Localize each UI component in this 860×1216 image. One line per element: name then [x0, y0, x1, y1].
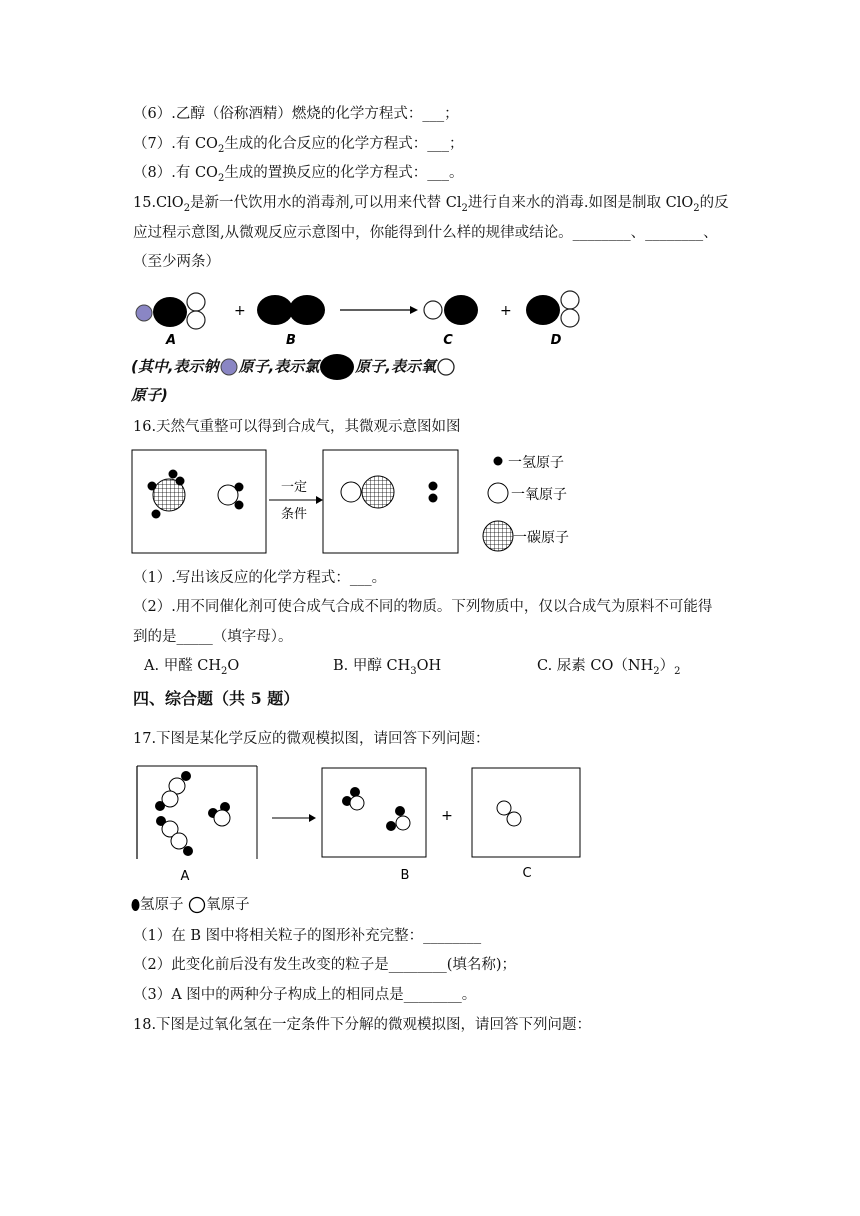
water-molecule-2 — [386, 806, 410, 831]
legend-text-2: 原子,表示氯 — [238, 357, 320, 376]
sub: 2 — [217, 143, 225, 155]
hydrogen-peroxide-1 — [155, 771, 191, 811]
legend-hydrogen: 氢原子 — [140, 897, 184, 913]
box-b — [322, 768, 426, 857]
q17-stem: 17.下图是某化学反应的微观模拟图，请回答下列问题： — [133, 731, 490, 747]
sub: 2 — [653, 665, 660, 677]
option-a-text: A. 甲醛 CH — [144, 658, 222, 674]
q14-line-7 — [133, 134, 464, 160]
option-b-tail: OH — [416, 658, 442, 674]
q16-sub-2a: （2）.用不同催化剂可使合成气合成不同的物质。下列物质中，仅以合成气为原料不可能得 — [133, 599, 713, 615]
hydrogen-atom-icon — [131, 898, 140, 912]
chlorine-atom-icon — [319, 354, 355, 380]
q15-legend — [131, 354, 456, 380]
legend-oxygen: 氧原子 — [206, 897, 250, 913]
option-a-tail: O — [227, 658, 240, 674]
q15-line-1 — [133, 193, 729, 219]
section-heading: 四、综合题（共 5 题） — [133, 689, 300, 708]
q14-line-7-a: （7）.有 CO — [133, 136, 218, 152]
option-c-text: C. 尿素 CO（NH — [537, 658, 654, 674]
sub: 2 — [221, 665, 228, 677]
molecule-c — [424, 295, 478, 325]
q16-sub-1: （1）.写出该反应的化学方程式：___。 — [133, 570, 387, 586]
plus-sign: + — [500, 303, 512, 319]
label-b: B — [400, 868, 410, 883]
condition-text-1: 一定 — [280, 480, 308, 495]
q14-line-8-b: 生成的置换反应的化学方程式：___。 — [224, 165, 464, 181]
oxygen-atom-icon — [188, 896, 206, 914]
label-a: A — [165, 333, 177, 348]
q14-line-6: （6）.乙醇（俗称酒精）燃烧的化学方程式：___； — [133, 106, 459, 122]
arrow-head — [316, 496, 323, 504]
carbon-atom-icon — [483, 521, 513, 551]
sodium-atom-icon — [219, 358, 239, 376]
arrow-head — [410, 306, 418, 314]
label-c: C — [522, 866, 532, 881]
q16-option-a — [144, 656, 239, 682]
q16-option-b — [333, 656, 441, 682]
q17-sub-2: （2）此变化前后没有发生改变的粒子是________(填名称)； — [133, 957, 517, 973]
sub: 2 — [674, 665, 681, 677]
q15-legend-end: 原子) — [131, 386, 168, 404]
reactant-box — [132, 450, 266, 553]
legend-text-1: (其中,表示钠 — [131, 357, 219, 376]
hydrogen-peroxide-3 — [208, 802, 230, 826]
oxygen-atom-icon — [488, 483, 508, 503]
molecule-b — [257, 295, 325, 325]
q14-line-7-b: 生成的化合反应的化学方程式：___； — [224, 136, 464, 152]
condition-text-2: 条件 — [280, 507, 308, 522]
sub: 2 — [217, 172, 225, 184]
label-c: C — [443, 333, 453, 348]
q16-option-c — [537, 656, 680, 682]
q16-reaction-diagram — [130, 448, 600, 563]
legend-text-3: 原子,表示氧 — [355, 357, 436, 376]
q17-sub-3: （3）A 图中的两种分子构成上的相同点是________。 — [133, 987, 477, 1003]
oxygen-atom-icon — [436, 358, 456, 376]
q17-legend — [131, 895, 250, 915]
q15-line-2: 应过程示意图,从微观反应示意图中，你能得到什么样的规律或结论。________、________、 — [133, 225, 718, 241]
q15-a3: 进行自来水的消毒.如图是制取 ClO — [467, 195, 694, 211]
q15-reaction-diagram — [130, 288, 590, 398]
q15-a2: 是新一代饮用水的消毒剂,可以用来代替 Cl — [190, 195, 462, 211]
plus-sign: + — [234, 303, 246, 319]
q18-stem: 18.下图是过氧化氢在一定条件下分解的微观模拟图，请回答下列问题： — [133, 1017, 592, 1033]
sub: 3 — [410, 665, 417, 677]
plus-sign: + — [441, 808, 453, 824]
hydrogen-atom-icon — [494, 457, 503, 466]
hydrogen-peroxide-2 — [156, 816, 193, 856]
q14-line-8 — [133, 163, 464, 189]
legend-oxygen: 一氧原子 — [511, 487, 567, 503]
arrow-head — [309, 814, 316, 822]
legend-carbon: 一碳原子 — [513, 530, 569, 546]
sub: 2 — [183, 202, 191, 214]
q15-a4: 的反 — [699, 195, 729, 211]
carbon-monoxide-molecule — [341, 476, 394, 508]
option-b-text: B. 甲醇 CH — [333, 658, 411, 674]
box-c — [472, 768, 580, 857]
q14-line-8-a: （8）.有 CO — [133, 165, 218, 181]
q15-line-3: （至少两条） — [133, 254, 220, 270]
sub: 2 — [461, 202, 468, 214]
legend-hydrogen: 一氢原子 — [508, 455, 564, 471]
label-d: D — [550, 333, 562, 348]
sub: 2 — [693, 202, 700, 214]
hydrogen-molecule — [429, 482, 438, 503]
water-molecule — [218, 483, 244, 510]
label-a: A — [180, 869, 190, 884]
oxygen-molecule — [497, 801, 521, 826]
q16-stem: 16.天然气重整可以得到合成气，其微观示意图如图 — [133, 419, 461, 435]
molecule-a — [136, 293, 205, 329]
q17-sub-1: （1）在 B 图中将相关粒子的图形补充完整：________ — [133, 928, 482, 944]
q15-a1: 15.ClO — [133, 195, 184, 211]
methane-molecule — [148, 470, 186, 519]
q16-sub-2b: 到的是_____（填字母）。 — [133, 629, 293, 645]
option-c-tail: ） — [659, 658, 675, 674]
molecule-d — [526, 291, 579, 327]
water-molecule-1 — [342, 787, 364, 810]
q17-reaction-diagram — [134, 764, 594, 884]
label-b: B — [286, 333, 296, 348]
